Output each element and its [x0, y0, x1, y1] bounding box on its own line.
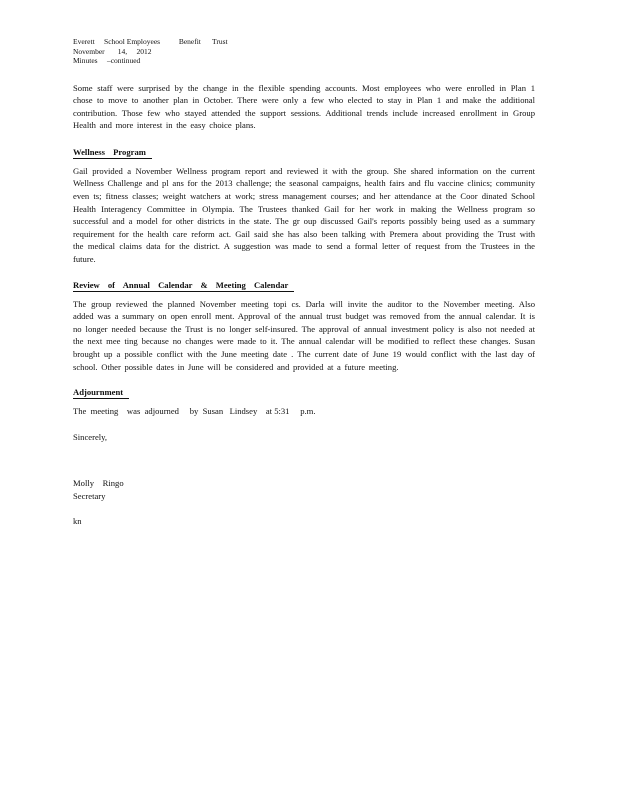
calendar-review-paragraph: The group reviewed the planned November meeting topi cs. Darla will invite the auditor to the November meeting. Also added was a summary on open enroll ment. Approval of the annual trust budget was removed from the annual calendar. It is no longer needed because the Trust is no longer self-insured. The approval of annual investment policy is also not needed at the next mee ting because no changes were made to it. The annual calendar will be modified to reflect these changes. Susan brought up a possible conflict with the June meeting date . The current date of June 19 would conflict with the last day of school. Other possible dates in June will be considered and provided at a future meeting. — [73, 298, 535, 372]
calendar-review-heading: Review of Annual Calendar & Meeting Calendar — [73, 279, 294, 292]
document-page — [73, 37, 535, 527]
running-header — [73, 37, 535, 66]
signatory-name: Molly Ringo — [73, 478, 124, 489]
wellness-program-heading: Wellness Program — [73, 146, 152, 159]
closing-salutation: Sincerely, — [73, 431, 108, 442]
adjournment-paragraph: The meeting was adjourned by Susan Lindsey at 5:31 p.m. — [73, 406, 316, 417]
typist-initials: kn — [73, 515, 82, 526]
wellness-program-paragraph: Gail provided a November Wellness program report and reviewed it with the group. She shared information on the current Wellness Challenge and pl ans for the 2013 challenge; the seasonal campaigns, health fairs and flu vaccine clinics; community even ts; fitness classes; weight watchers at work; stress management courses; and her attendance at the Coor dinated School Health Interagency Committee in Olympia. The Trustees thanked Gail for her work in making the Wellness program so successful and a model for other districts in the state. The gr oup discussed Gail's reports possibly being used as a summary requirement for the health care reform act. Gail said she has also been talking with Premera about providing the Trust with the medical claims data for the district. A suggestion was made to send a formal letter of request from the Trustees in the future. — [73, 165, 535, 265]
header-date: November 14, 2012 — [73, 46, 152, 56]
header-organization: Everett School Employees Benefit Trust — [73, 37, 228, 46]
signatory-title: Secretary — [73, 490, 106, 501]
header-continued: Minutes –continued — [73, 56, 141, 65]
intro-paragraph: Some staff were surprised by the change in the flexible spending accounts. Most employees who were enrolled in Plan 1 chose to move to another plan in October. There were only a few who elected to stay in Plan 1 and make the additional contribution. Those few who stayed attended the support sessions. Additional trends include increased enrollment in Group Health and more interest in the easy choice plans. — [73, 82, 535, 131]
adjournment-heading: Adjournment — [73, 386, 129, 399]
